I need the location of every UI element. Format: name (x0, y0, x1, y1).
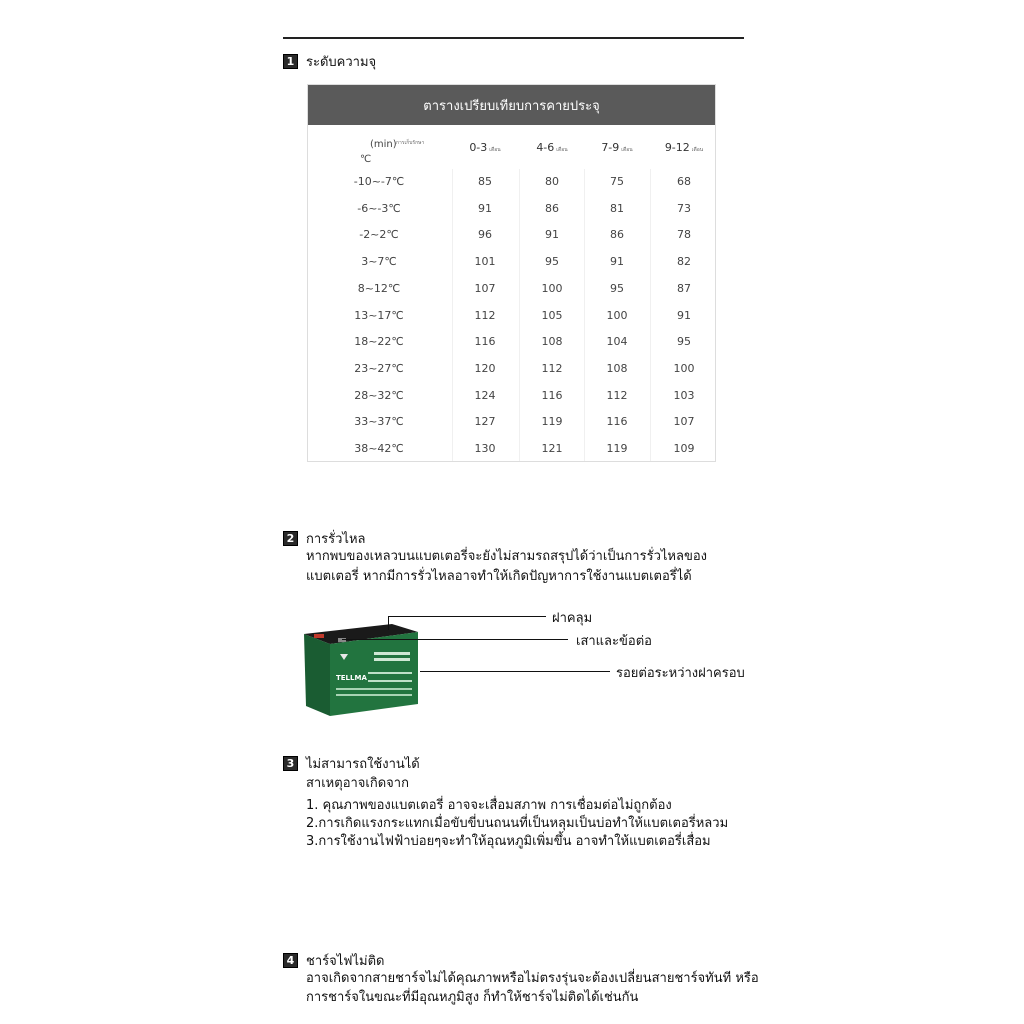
temperature-cell: -10~-7℃ (353, 175, 405, 188)
battery-spec-line (336, 688, 412, 690)
value-cell: 130 (474, 442, 496, 455)
battery-side (304, 634, 330, 716)
value-cell: 119 (606, 442, 628, 455)
value-cell: 87 (677, 281, 691, 295)
seam-callout-line (420, 671, 610, 672)
corner-min-label: (min) (370, 139, 397, 150)
section2-heading (283, 528, 366, 549)
value-cell: 116 (541, 388, 563, 402)
table-row (308, 356, 715, 383)
section1-title: ระดับความจุ (306, 55, 377, 70)
value-cell: 80 (545, 175, 559, 188)
value-cell: 124 (474, 388, 496, 402)
value-cell: 100 (541, 281, 563, 295)
temperature-cell: 18~22℃ (354, 335, 404, 349)
table-header-row (308, 129, 715, 169)
value-cell: 105 (541, 308, 563, 322)
column-header-label: 0-3 (469, 141, 488, 154)
column-header (452, 141, 518, 154)
terminal-label: เสาและข้อต่อ (576, 634, 652, 649)
section3-heading (283, 753, 420, 774)
value-cell: 68 (677, 175, 691, 188)
value-cell: 104 (606, 335, 628, 349)
column-header-unit: เดือน (556, 147, 568, 153)
value-cell: 120 (474, 361, 496, 375)
section4-line1: อาจเกิดจากสายชาร์จไม่ได้คุณภาพหรือไม่ตรงรุ่นจะต้องเปลี่ยนสายชาร์จทันที หรือ (306, 971, 759, 986)
battery-spec-line (368, 680, 412, 682)
section3-title: ไม่สามารถใช้งานได้ (306, 757, 420, 772)
value-cell: 91 (545, 228, 559, 242)
value-cell: 127 (474, 415, 496, 429)
section4-line2: การชาร์จในขณะที่มีอุณหภูมิสูง ก็ทำให้ชาร์จไม่ติดได้เช่นกัน (306, 990, 639, 1005)
top-divider (283, 37, 744, 39)
value-cell: 91 (478, 201, 492, 215)
table-row (308, 383, 715, 410)
seam-label: รอยต่อระหว่างฝาครอบ (616, 666, 745, 681)
column-header-label: 4-6 (536, 141, 555, 154)
section1-number-badge: 1 (283, 54, 298, 69)
value-cell: 112 (474, 308, 496, 322)
column-header-unit: เดือน (489, 147, 501, 153)
value-cell: 119 (541, 415, 563, 429)
value-cell: 91 (610, 255, 624, 269)
battery-spec-line (368, 672, 412, 674)
value-cell: 73 (677, 201, 691, 215)
section4-heading (283, 950, 384, 971)
cover-callout-vertical (388, 616, 389, 630)
column-header (519, 141, 585, 154)
battery-brand-text: TELLMA (336, 674, 367, 682)
value-cell: 95 (677, 335, 691, 349)
value-cell: 101 (474, 255, 496, 269)
table-row (308, 249, 715, 276)
temperature-cell: 23~27℃ (354, 361, 404, 375)
value-cell: 107 (474, 281, 496, 295)
terminal-callout-line (342, 639, 568, 640)
temperature-cell: -6~-3℃ (357, 201, 401, 215)
column-header (651, 141, 717, 154)
temperature-cell: 38~42℃ (354, 442, 404, 455)
column-header (584, 141, 650, 154)
cover-callout-line (388, 616, 546, 617)
section2-line1: หากพบของเหลวบนแบตเตอรี่จะยังไม่สามรถสรุปได้ว่าเป็นการรั่วไหลของ (306, 549, 707, 564)
temperature-cell: 3~7℃ (361, 255, 397, 269)
value-cell: 108 (541, 335, 563, 349)
cover-label: ฝาคลุม (552, 611, 593, 626)
section2-title: การรั่วไหล (306, 532, 366, 547)
column-header-label: 7-9 (601, 141, 620, 154)
value-cell: 112 (541, 361, 563, 375)
value-cell: 108 (606, 361, 628, 375)
section2-number-badge: 2 (283, 531, 298, 546)
table-title: ตารางเปรียบเทียบการคายประจุ (308, 85, 715, 125)
corner-unit-label: ℃ (360, 154, 372, 165)
table-row (308, 196, 715, 223)
table-row (308, 169, 715, 196)
corner-storage-note: การเก็บรักษา (396, 140, 425, 146)
section4-number-badge: 4 (283, 953, 298, 968)
table-row (308, 436, 715, 463)
value-cell: 121 (541, 442, 563, 455)
value-cell: 86 (610, 228, 624, 242)
section3-number-badge: 3 (283, 756, 298, 771)
section3-item: 2.การเกิดแรงกระแทกเมื่อขับขี่บนถนนที่เป็นหลุมเป็นบ่อทำให้แบตเตอรี่หลวม (306, 816, 729, 831)
value-cell: 81 (610, 201, 624, 215)
battery-spec-line (374, 652, 410, 655)
battery-spec-line (336, 694, 412, 696)
column-header-unit: เดือน (621, 147, 633, 153)
value-cell: 75 (610, 175, 624, 188)
value-cell: 95 (545, 255, 559, 269)
value-cell: 109 (673, 442, 695, 455)
table-row (308, 276, 715, 303)
value-cell: 100 (606, 308, 628, 322)
value-cell: 100 (673, 361, 695, 375)
value-cell: 78 (677, 228, 691, 242)
temperature-cell: 8~12℃ (357, 281, 401, 295)
value-cell: 85 (478, 175, 492, 188)
value-cell: 86 (545, 201, 559, 215)
battery-spec-line (374, 658, 410, 661)
table-row (308, 329, 715, 356)
section3-item: 3.การใช้งานไฟฟ้าบ่อยๆจะทำให้อุณหภูมิเพิ่มขึ้น อาจทำให้แบตเตอรี่เสื่อม (306, 834, 711, 849)
section1-heading (283, 51, 376, 72)
temperature-cell: -2~2℃ (359, 228, 399, 242)
value-cell: 82 (677, 255, 691, 269)
value-cell: 103 (673, 388, 695, 402)
temperature-cell: 13~17℃ (354, 308, 404, 322)
temperature-cell: 28~32℃ (354, 388, 404, 402)
column-header-label: 9-12 (664, 141, 690, 154)
value-cell: 116 (606, 415, 628, 429)
table-row (308, 409, 715, 436)
section3-item: 1. คุณภาพของแบตเตอรี่ อาจจะเสื่อมสภาพ การเชื่อมต่อไม่ถูกต้อง (306, 798, 672, 813)
column-header-unit: เดือน (691, 147, 704, 153)
value-cell: 116 (474, 335, 496, 349)
table-row (308, 303, 715, 330)
section3-subtitle: สาเหตุอาจเกิดจาก (306, 776, 409, 791)
temperature-cell: 33~37℃ (354, 415, 404, 429)
section4-title: ชาร์จไฟไม่ติด (306, 954, 385, 969)
battery-terminal-positive (314, 634, 324, 638)
section2-line2: แบตเตอรี่ หากมีการรั่วไหลอาจทำให้เกิดปัญหาการใช้งานแบตเตอรี่ได้ (306, 569, 692, 584)
value-cell: 107 (673, 415, 695, 429)
battery-image (296, 610, 426, 722)
value-cell: 91 (677, 308, 691, 322)
value-cell: 96 (478, 228, 492, 242)
value-cell: 112 (606, 388, 628, 402)
discharge-table (307, 84, 716, 462)
value-cell: 95 (610, 281, 624, 295)
table-row (308, 222, 715, 249)
